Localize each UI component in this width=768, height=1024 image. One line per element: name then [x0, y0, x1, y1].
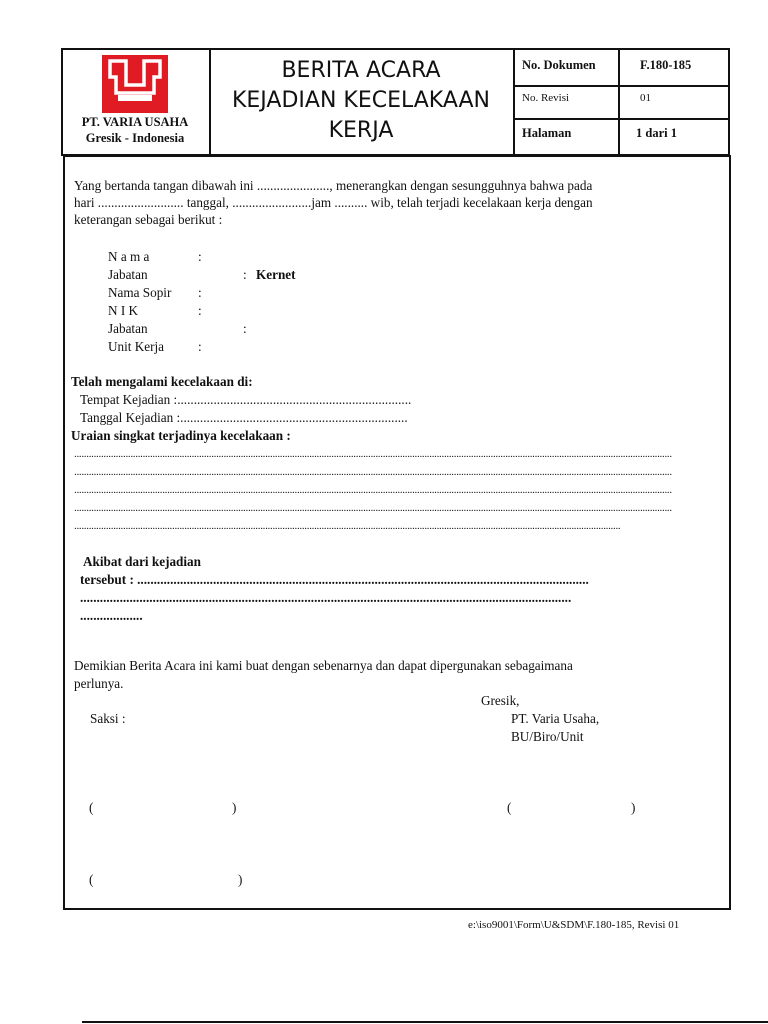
document-title-line2: KEJADIAN KECELAKAAN	[231, 88, 491, 113]
signature-bracket-open: (	[89, 800, 94, 815]
incident-heading: Telah mengalami kecelakaan di:	[71, 374, 253, 389]
dotted-line: ....................................................................................................................................................................................................................................................	[74, 502, 672, 514]
signature-bracket-open: (	[89, 872, 94, 887]
dotted-line: ....................................................................................................................................................................................................................................................	[74, 484, 672, 496]
jabatan-label: Jabatan	[108, 267, 148, 282]
signature-bracket-open: (	[507, 800, 512, 815]
jabatan2-colon: :	[243, 321, 247, 336]
page-label: Halaman	[522, 126, 572, 140]
company-logo-icon	[102, 55, 168, 113]
closing-line: perlunya.	[74, 676, 124, 691]
signature-bracket-close: )	[232, 800, 237, 815]
footer-file-path: e:\iso9001\Form\U&SDM\F.180-185, Revisi 01	[468, 919, 680, 931]
header-row-divider	[513, 118, 728, 120]
sopir-label: Nama Sopir	[108, 285, 172, 300]
intro-line: Yang bertanda tangan dibawah ini ......................, menerangkan dengan sesungguhnya bahwa pada	[74, 178, 593, 193]
nik-colon: :	[198, 303, 202, 318]
jabatan2-label: Jabatan	[108, 321, 148, 336]
header-divider	[618, 50, 620, 154]
jabatan-value: Kernet	[256, 267, 296, 282]
nama-colon: :	[198, 249, 202, 264]
dotted-line: ....................................................................................................................................................................................................................................................	[74, 448, 672, 460]
unit-colon: :	[198, 339, 202, 354]
akibat-dotted-line: .....................................................................................................................................................	[80, 590, 572, 605]
akibat-field: tersebut : .........................................................................................................................................	[80, 572, 589, 587]
company-name: PT. VARIA USAHA	[81, 115, 189, 129]
form-body-frame	[63, 155, 731, 910]
nama-label: N a m a	[108, 249, 150, 264]
page-value: 1 dari 1	[636, 126, 677, 140]
intro-line: hari .......................... tanggal, ........................jam .......... wib, telah terjadi kecelakaan kerja dengan	[74, 195, 593, 210]
signature-unit: BU/Biro/Unit	[511, 729, 584, 744]
header-row-divider	[513, 85, 728, 87]
closing-line: Demikian Berita Acara ini kami buat dengan sebenarnya dan dapat dipergunakan sebagaimana	[74, 658, 573, 673]
unit-label: Unit Kerja	[108, 339, 165, 354]
document-title-line1: BERITA ACARA	[281, 58, 441, 83]
page-bottom-rule	[82, 1021, 768, 1023]
jabatan-colon: :	[243, 267, 247, 282]
tanggal-field: Tanggal Kejadian :.....................................................................	[80, 410, 408, 425]
company-location: Gresik - Indonesia	[85, 131, 185, 145]
dotted-line: ...............................................................................................................................................................................................................................	[74, 520, 621, 532]
dotted-line: ....................................................................................................................................................................................................................................................	[74, 466, 672, 478]
doc-number-label: No. Dokumen	[522, 58, 596, 72]
revision-label: No. Revisi	[522, 92, 570, 104]
signature-bracket-close: )	[238, 872, 243, 887]
revision-value: 01	[640, 92, 651, 104]
doc-number-value: F.180-185	[640, 58, 692, 72]
akibat-heading: Akibat dari kejadian	[83, 554, 201, 569]
tempat-field: Tempat Kejadian :.......................................................................	[80, 392, 412, 407]
saksi-label: Saksi :	[90, 711, 126, 726]
signature-company: PT. Varia Usaha,	[511, 711, 600, 726]
intro-line: keterangan sebagai berikut :	[74, 212, 223, 227]
akibat-dotted-line: ...................	[80, 608, 143, 623]
nik-label: N I K	[108, 303, 139, 318]
uraian-heading: Uraian singkat terjadinya kecelakaan :	[71, 428, 291, 443]
header-divider	[513, 50, 515, 154]
signature-bracket-close: )	[631, 800, 636, 815]
signature-place: Gresik,	[481, 693, 520, 708]
sopir-colon: :	[198, 285, 202, 300]
document-title-line3: KERJA	[328, 118, 394, 143]
